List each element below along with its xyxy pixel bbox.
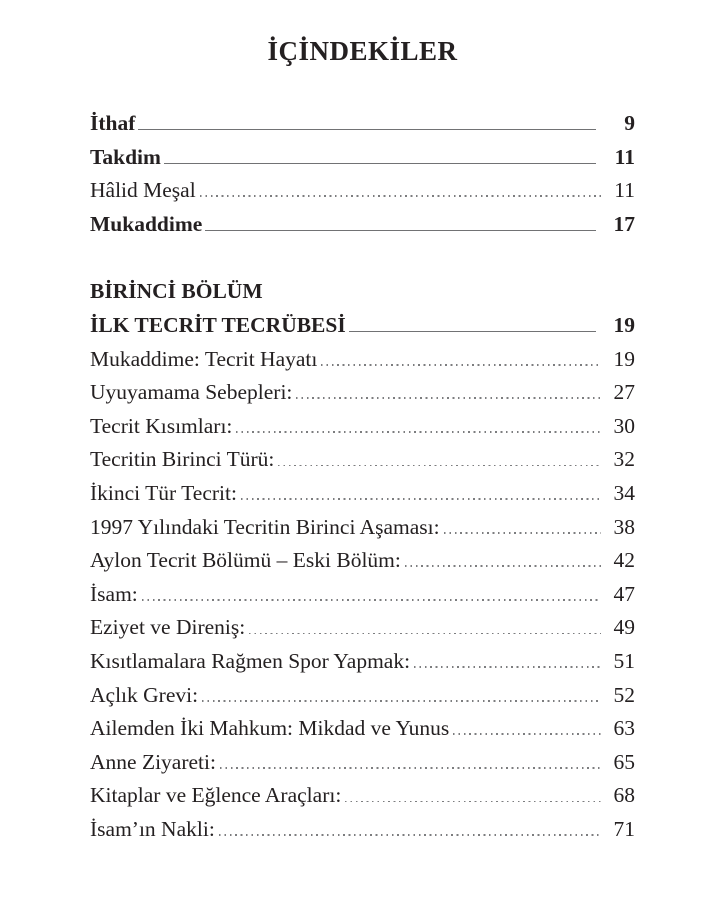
toc-page-number: 9 [624, 111, 635, 136]
toc-entry [90, 750, 635, 784]
toc-entry [90, 582, 635, 616]
toc-entry-label: Anne Ziyareti: [90, 749, 216, 774]
toc-entry [90, 817, 635, 851]
toc-entry-label: İLK TECRİT TECRÜBESİ [90, 313, 346, 338]
toc-page-number: 17 [613, 211, 635, 236]
toc-entry [90, 783, 635, 817]
toc-entry-label: Takdim [90, 144, 161, 169]
toc-entry [90, 683, 635, 717]
toc-entry-label: Ailemden İki Mahkum: Mikdad ve Yunus [90, 716, 450, 741]
toc-leader [405, 565, 601, 567]
toc-entry [90, 447, 635, 481]
toc-section [90, 111, 635, 245]
toc-entry [90, 414, 635, 448]
toc-page-number: 65 [613, 749, 635, 774]
toc-leader [349, 331, 596, 332]
toc-page-number: 34 [613, 480, 635, 505]
toc-entry-label: İsam’ın Nakli: [90, 816, 215, 841]
toc-page-number: 27 [613, 380, 635, 405]
toc-entry-label: İsam: [90, 581, 138, 606]
toc-leader [249, 633, 601, 635]
page-title: İÇİNDEKİLER [267, 36, 458, 66]
toc-page-number: 71 [613, 816, 635, 841]
toc-leader [202, 700, 601, 702]
toc-entry [90, 548, 635, 582]
toc-leader [278, 465, 601, 467]
toc-page-number: 63 [613, 716, 635, 741]
toc-entry-label: Mukaddime: Tecrit Hayatı [90, 346, 318, 371]
toc-page-number: 52 [613, 682, 635, 707]
toc-leader [138, 129, 596, 130]
toc-entry [90, 481, 635, 515]
toc-leader [205, 230, 596, 231]
toc-entry-label: İthaf [90, 111, 136, 136]
toc-page-number: 11 [614, 144, 635, 169]
toc-page-number: 32 [613, 447, 635, 472]
toc-entry [90, 111, 635, 145]
toc-entry [90, 212, 635, 246]
toc-entry [90, 716, 635, 750]
toc-leader [236, 431, 601, 433]
toc-leader [414, 666, 601, 668]
toc-leader [220, 767, 601, 769]
toc-page-number: 30 [613, 413, 635, 438]
toc-list [90, 111, 635, 850]
toc-entry [90, 145, 635, 179]
toc-page-number: 49 [613, 615, 635, 640]
toc-entry-label: Uyuyamama Sebepleri: [90, 380, 293, 405]
toc-page-number: 19 [613, 313, 635, 338]
toc-entry [90, 515, 635, 549]
toc-page-number: 47 [613, 581, 635, 606]
toc-entry-label: Kitaplar ve Eğlence Araçları: [90, 783, 342, 808]
toc-entry [90, 279, 635, 313]
toc-entry [90, 313, 635, 347]
toc-entry-label: Tecritin Birinci Türü: [90, 447, 275, 472]
toc-page-number: 11 [614, 178, 635, 203]
toc-entry-label: İkinci Tür Tecrit: [90, 480, 237, 505]
toc-entry-label: Mukaddime [90, 211, 203, 236]
toc-entry-label: Aylon Tecrit Bölümü – Eski Bölüm: [90, 548, 401, 573]
toc-page-number: 42 [613, 548, 635, 573]
toc-entry-label: Eziyet ve Direniş: [90, 615, 246, 640]
toc-entry-label: Tecrit Kısımları: [90, 413, 233, 438]
toc-section [90, 279, 635, 850]
toc-leader [321, 364, 601, 366]
toc-entry-label: 1997 Yılındaki Tecritin Birinci Aşaması: [90, 514, 440, 539]
toc-leader [453, 733, 601, 735]
toc-leader [219, 834, 601, 836]
toc-leader [296, 397, 601, 399]
toc-entry [90, 380, 635, 414]
toc-entry-label: Kısıtlamalara Rağmen Spor Yapmak: [90, 648, 411, 673]
toc-leader [345, 801, 601, 803]
toc-entry-label: Açlık Grevi: [90, 682, 199, 707]
toc-entry [90, 347, 635, 381]
toc-leader [200, 195, 601, 197]
toc-entry [90, 178, 635, 212]
toc-page-number: 38 [613, 514, 635, 539]
toc-page-number: 19 [613, 346, 635, 371]
toc-leader [444, 532, 601, 534]
toc-entry [90, 615, 635, 649]
toc-page-number: 51 [613, 648, 635, 673]
toc-page-number: 68 [613, 783, 635, 808]
toc-leader [142, 599, 601, 601]
toc-entry-label: Hâlid Meşal [90, 178, 196, 203]
toc-leader [241, 498, 601, 500]
toc-entry [90, 649, 635, 683]
toc-leader [164, 163, 596, 164]
toc-entry-label: BİRİNCİ BÖLÜM [90, 279, 263, 304]
